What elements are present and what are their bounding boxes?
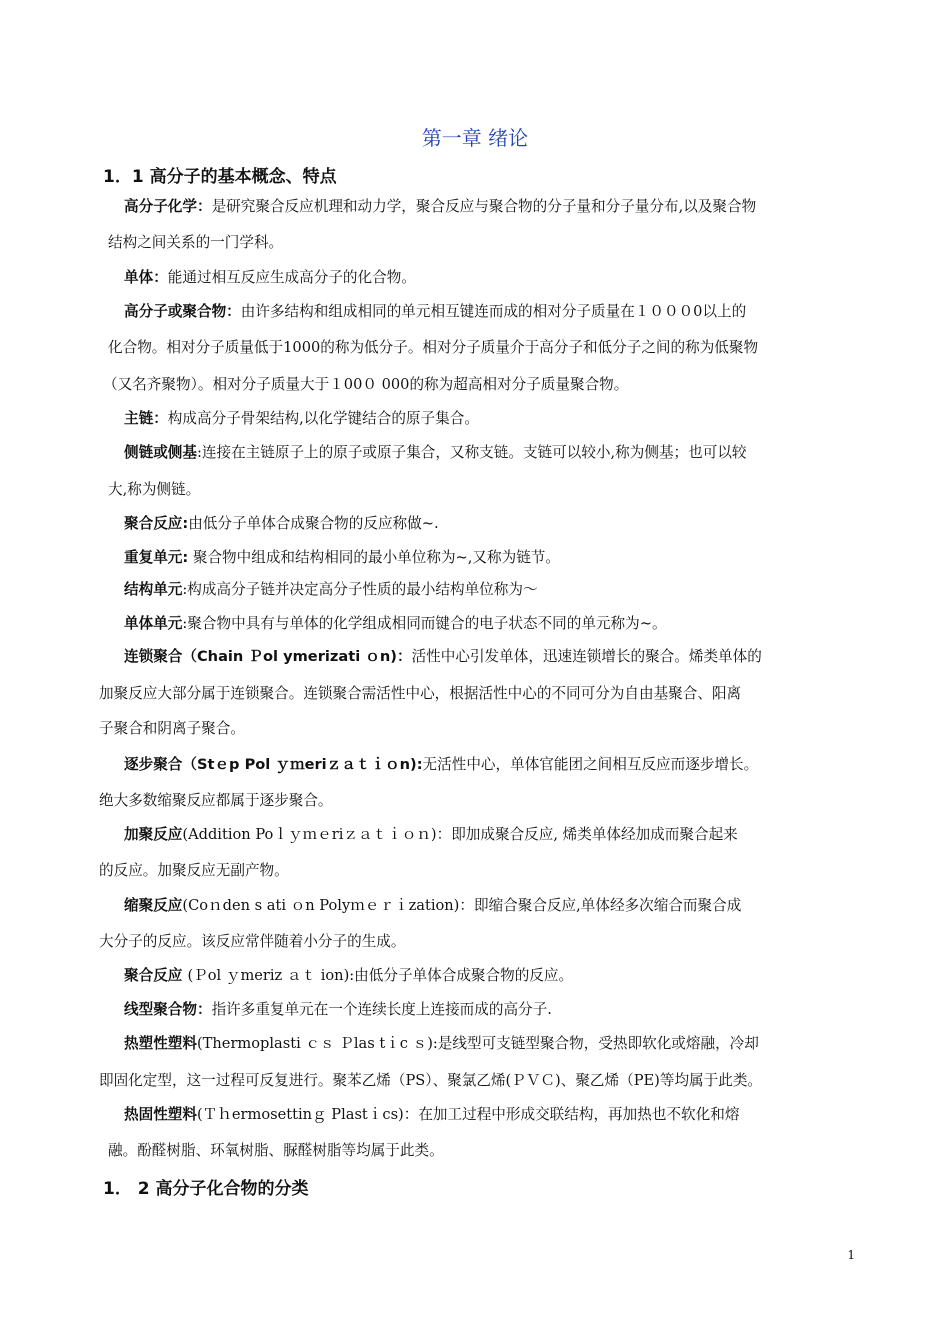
definition-term: 热塑性塑料 [124, 1035, 197, 1052]
definition-term: 单体： [124, 269, 168, 286]
definition-line: 侧链或侧基:连接在主链原子上的原子或原子集合，又称支链。支链可以较小,称为侧基；也可以较 [124, 444, 747, 461]
definition-term: 单体单元 [124, 615, 183, 632]
definition-line: 子聚合和阴离子聚合。 [99, 720, 245, 737]
definition-term: 侧链或侧基 [124, 444, 197, 461]
definition-line: 即固化定型，这一过程可反复进行。聚苯乙烯（PS）、聚氯乙烯(ＰＶＣ)、聚乙烯（PE)等均属于此类。 [99, 1072, 763, 1089]
definition-line: 高分子或聚合物：由许多结构和组成相同的单元相互键连而成的相对分子质量在１０００0以上的 [124, 303, 747, 320]
definition-line: 绝大多数缩聚反应都属于逐步聚合。 [99, 792, 333, 809]
definition-term: 加聚反应 [124, 826, 183, 843]
definition-term: 高分子或聚合物： [124, 303, 241, 320]
definition-line: 聚合反应 (Ｐol ｙmeriz ａｔ ion):由低分子单体合成聚合物的反应。 [124, 967, 574, 984]
definition-line: 主链：构成高分子骨架结构,以化学键结合的原子集合。 [124, 410, 479, 427]
definition-term: 高分子化学： [124, 198, 212, 215]
definition-line: 高分子化学：是研究聚合反应机理和动力学，聚合反应与聚合物的分子量和分子量分布,以及聚合物 [124, 198, 757, 215]
definition-line: 单体：能通过相互反应生成高分子的化合物。 [124, 269, 416, 286]
definition-line: 结构单元:构成高分子链并决定高分子性质的最小结构单位称为～ [124, 581, 538, 598]
page-number: 1 [847, 1248, 855, 1262]
definition-term: 主链： [124, 410, 168, 427]
definition-line: 结构之间关系的一门学科。 [108, 234, 284, 251]
definition-line: 重复单元: 聚合物中组成和结构相同的最小单位称为~,又称为链节。 [124, 549, 560, 566]
definition-line: 加聚反应(Addition Poｌｙｍｅriｚａｔｉｏｎ)：即加成聚合反应, 烯类单体经加成而聚合起来 [124, 826, 738, 843]
definition-line: 聚合反应:由低分子单体合成聚合物的反应称做~. [124, 515, 439, 532]
definition-term: 缩聚反应 [124, 897, 183, 914]
definition-term: 聚合反应: [124, 515, 189, 532]
definition-line: 化合物。相对分子质量低于1000的称为低分子。相对分子质量介于高分子和低分子之间的称为低聚物 [108, 339, 759, 356]
definition-term: 聚合反应 [124, 967, 188, 984]
definition-line: 单体单元:聚合物中具有与单体的化学组成相同而键合的电子状态不同的单元称为~。 [124, 615, 667, 632]
definition-term: 热固性塑料 [124, 1106, 197, 1123]
definition-term: 线型聚合物： [124, 1001, 212, 1018]
definition-line: 大,称为侧链。 [108, 481, 201, 498]
definition-term: 逐步聚合（Stｅp Pol ｙｍeriｚａｔｉｏn): [124, 756, 423, 773]
definition-line: 连锁聚合（Chain Ｐol ymerizati ｏn)：活性中心引发单体，迅速连锁增长的聚合。烯类单体的 [124, 648, 762, 665]
definition-line: 线型聚合物：指许多重复单元在一个连续长度上连接而成的高分子. [124, 1001, 552, 1018]
definition-line: 加聚反应大部分属于连锁聚合。连锁聚合需活性中心，根据活性中心的不同可分为自由基聚合、阳离 [99, 685, 742, 702]
definition-line: 的反应。加聚反应无副产物。 [99, 862, 289, 879]
definition-line: （又名齐聚物）。相对分子质量大于１00０ 000的称为超高相对分子质量聚合物。 [103, 376, 629, 393]
definition-line: 缩聚反应(Coｎden s ati ｏn Polyｍｅｒｉzation)：即缩合聚合反应,单体经多次缩合而聚合成 [124, 897, 742, 914]
definition-line: 大分子的反应。该反应常伴随着小分子的生成。 [99, 933, 406, 950]
definition-term: 重复单元: [124, 549, 189, 566]
section-heading-1-1: 1．1 高分子的基本概念、特点 [103, 167, 337, 187]
definition-line: 热固性塑料(Ｔｈermosettinｇ Plastｉcs)：在加工过程中形成交联结构，再加热也不软化和熔 [124, 1106, 740, 1123]
definition-line: 融。酚醛树脂、环氧树脂、脲醛树脂等均属于此类。 [108, 1142, 444, 1159]
definition-term: 连锁聚合（Chain Ｐol ymerizati ｏn)： [124, 648, 412, 665]
section-heading-1-2: 1． 2 高分子化合物的分类 [103, 1179, 309, 1199]
definition-line: 热塑性塑料(Thermoplasti ｃｓ Ｐlas tｉc ｓ):是线型可支链型聚合物，受热即软化或熔融，冷却 [124, 1035, 759, 1052]
chapter-title: 第一章 绪论 [421, 126, 529, 150]
definition-term: 结构单元 [124, 581, 183, 598]
definition-line: 逐步聚合（Stｅp Pol ｙｍeriｚａｔｉｏn):无活性中心，单体官能团之间相互反应而逐步增长。 [124, 756, 759, 773]
